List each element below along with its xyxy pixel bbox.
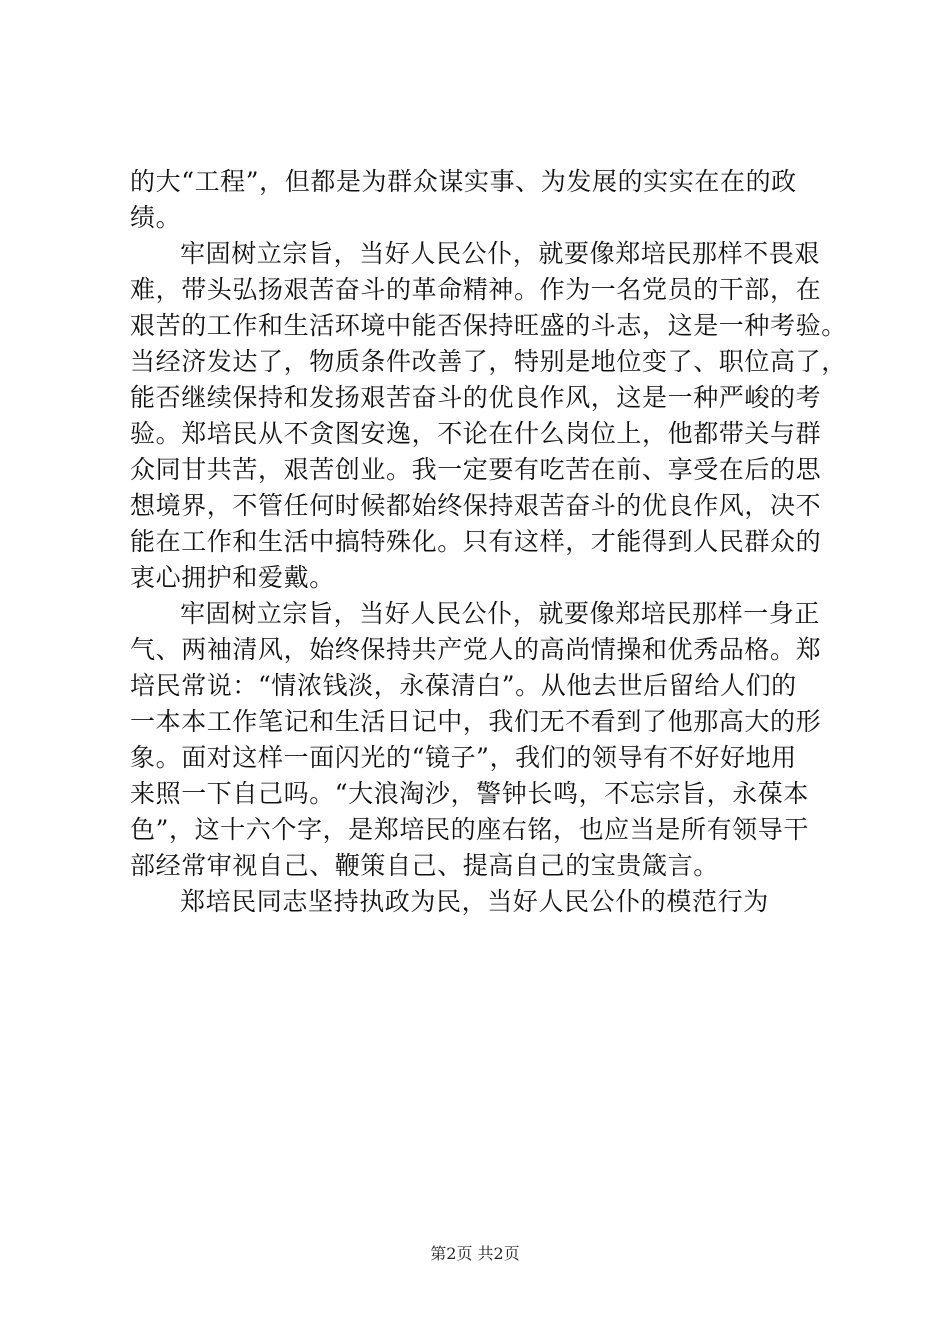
text-line: 难，带头弘扬艰苦奋斗的革命精神。作为一名党员的干部，在 [130,275,822,304]
text-line: 象。面对这样一面闪光的“镜子”，我们的领导有不好好地用 [130,743,797,772]
text-line: 艰苦的工作和生活环境中能否保持旺盛的斗志，这是一种考验。 [130,311,847,340]
text-line: 当经济发达了，物质条件改善了，特别是地位变了、职位高了， [130,347,847,376]
paragraph-start-line: 牢固树立宗旨，当好人民公仆，就要像郑培民那样一身正 [180,599,821,628]
text-line: 来照一下自己吗。“大浪淘沙，警钟长鸣，不忘宗旨，永葆本 [130,779,809,808]
paragraph-start-line: 牢固树立宗旨，当好人民公仆，就要像郑培民那样不畏艰 [180,239,821,268]
text-line: 培民常说：“情浓钱淡，永葆清白”。从他去世后留给人们的 [130,671,797,700]
body-text [130,164,847,920]
text-line: 能在工作和生活中搞特殊化。只有这样，才能得到人民群众的 [130,527,822,556]
text-line: 的大“工程”，但都是为群众谋实事、为发展的实实在在的政 [130,167,797,196]
text-line: 色”，这十六个字，是郑培民的座右铭，也应当是所有领导干 [130,815,809,844]
text-line: 验。郑培民从不贪图安逸，不论在什么岗位上，他都带关与群 [130,419,822,448]
text-line: 绩。 [130,203,182,232]
text-line: 气、两袖清风，始终保持共产党人的高尚情操和优秀品格。郑 [130,635,822,664]
page-footer [0,1243,950,1265]
paragraph-start-line: 郑培民同志坚持执政为民，当好人民公仆的模范行为 [180,887,769,916]
text-line: 衷心拥护和爱戴。 [130,563,335,592]
text-line: 能否继续保持和发扬艰苦奋斗的优良作风，这是一种严峻的考 [130,383,822,412]
text-line: 部经常审视自己、鞭策自己、提高自己的宝贵箴言。 [130,851,719,880]
page-number-label: 第2页 共2页 [430,1244,520,1263]
text-line: 众同甘共苦，艰苦创业。我一定要有吃苦在前、享受在后的思 [130,455,822,484]
text-line: 想境界，不管任何时候都始终保持艰苦奋斗的优良作风，决不 [130,491,822,520]
text-line: 一本本工作笔记和生活日记中，我们无不看到了他那高大的形 [130,707,822,736]
